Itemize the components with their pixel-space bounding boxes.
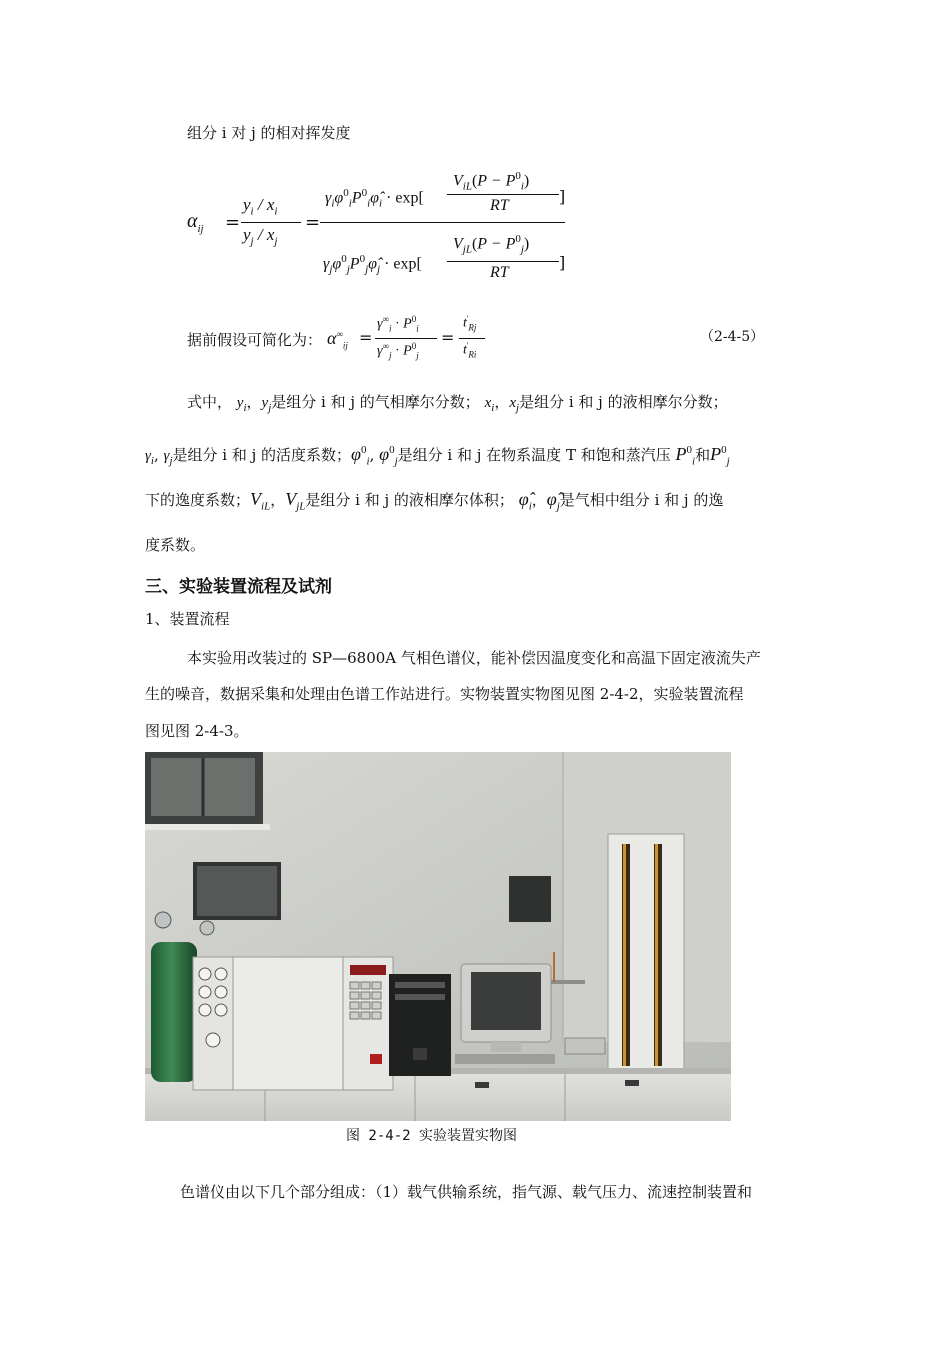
definitions-line-2: $\gamma_i$, $\gamma_j$是组分 i 和 j 的活度系数；$\varphi^0_i$, $\varphi^0_j$是组分 i 和 j 在物系温度 T 和饱和蒸汽压 $P^0_i$和$P^0_j$ <box>145 444 730 468</box>
equation-relative-volatility: $\alpha_{ij}$ = $y_i / x_i$ $y_j / x_j$ = $\gamma_i\varphi^0_iP^0_i\varphî_i \cdot \exp$[ $V_{iL}(P - P^0_i)$ RT ] $\gamma_j\varphi^0_jP^0_j\varphî_j \cdot \exp$[ $V_{jL}(P - P^0_j)$ RT ] <box>187 170 566 281</box>
intro-line: 组分 i 对 j 的相对挥发度 <box>187 124 351 142</box>
simplified-label: 据前假设可简化为： <box>187 331 323 349</box>
equipment-photo <box>145 752 731 1121</box>
alpha-ij: $\alpha_{ij}$ <box>187 210 204 235</box>
definitions-line-1: 式中， $y_i$，$y_j$是组分 i 和 j 的气相摩尔分数； $x_i$，$x_j$是组分 i 和 j 的液相摩尔分数； <box>187 393 728 414</box>
section-heading: 三、实验装置流程及试剂 <box>145 577 332 597</box>
definitions-line-4: 度系数。 <box>145 536 206 554</box>
equation-number: （2-4-5） <box>700 329 765 345</box>
definitions-line-3: 下的逸度系数；$V_{iL}$，$V_{jL}$是组分 i 和 j 的液相摩尔体积； $\varphî_i$，$\varphî_j$是气相中组分 i 和 j 的逸 <box>145 489 724 513</box>
equation-simplified: $\alpha^\infty_{ij}$ = $\gamma^\infty_i \cdot P^0_i$ $\gamma^\infty_j \cdot P^0_j$ = $t'_{Rj}$ $t'_{Ri}$ <box>325 312 495 372</box>
last-line: 色谱仪由以下几个部分组成：（1）载气供输系统，指气源、载气压力、流速控制装置和 <box>180 1183 753 1201</box>
paragraph-line-2: 生的噪音，数据采集和处理由色谱工作站进行。实物装置实物图见图 2-4-2，实验装置流程 <box>145 685 744 703</box>
paragraph-line-3: 图见图 2-4-3。 <box>145 722 249 740</box>
subheading: 1、装置流程 <box>145 610 230 628</box>
paragraph-line-1: 本实验用改装过的 SP—6800A 气相色谱仪，能补偿因温度变化和高温下固定液流失产 <box>187 649 761 667</box>
figure-caption: 图 2-4-2 实验装置实物图 <box>346 1128 518 1144</box>
